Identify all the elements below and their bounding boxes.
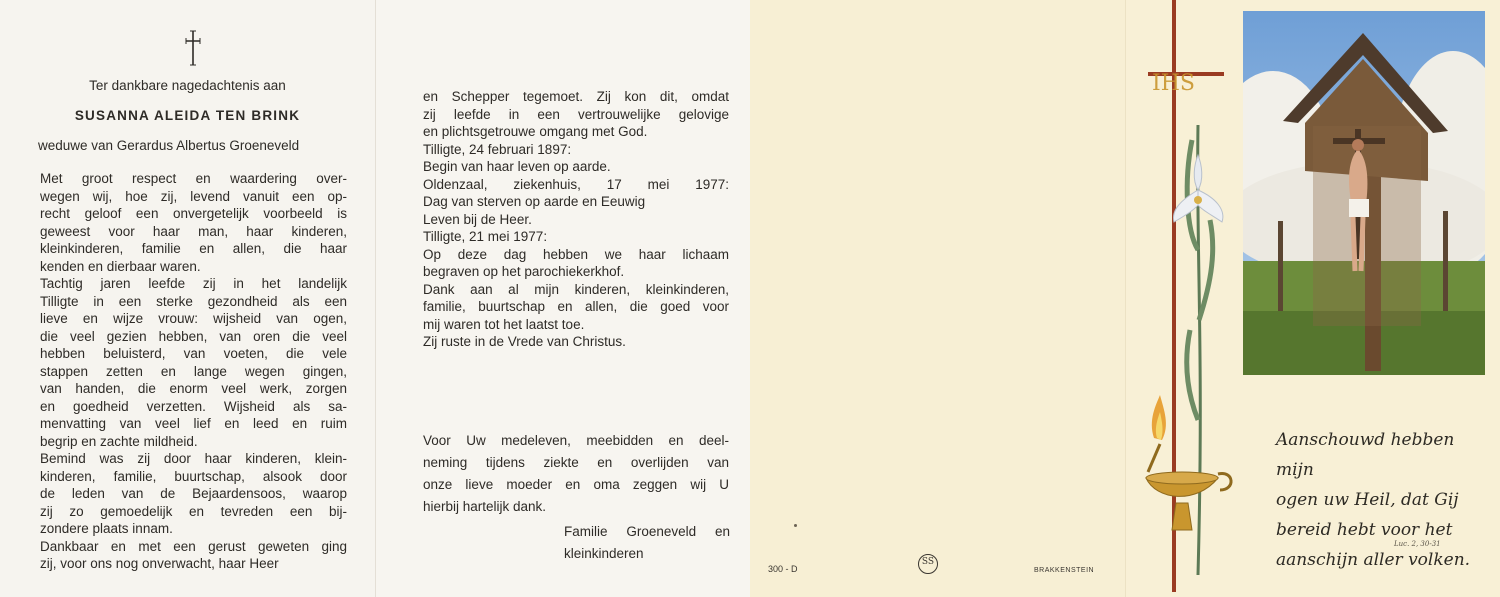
text-line: stappen zetten en lange wegen gingen, (40, 363, 347, 379)
text-line: Op deze dag hebben we haar lichaam (423, 246, 729, 262)
text-line: zondere plaats innam. (40, 521, 173, 536)
text-line: en Schepper tegemoet. Zij kon dit, omdat (423, 89, 729, 104)
text-line: Dag van sterven op aarde en Eeuwig (423, 194, 646, 209)
text-line: Dankbaar en met een gerust geweten ging (40, 538, 347, 554)
text-line: Met groot respect en waardering over- (40, 171, 347, 186)
text-line: Voor Uw medeleven, meebidden en deel- (423, 433, 729, 448)
text-line: hebben beluisterd, van voeten, die vele (40, 346, 347, 361)
text-line: Familie Groeneveld en (564, 524, 730, 539)
publisher-name: BRAKKENSTEIN (1034, 567, 1095, 574)
verse-line: bereid hebt voor het (1276, 520, 1453, 540)
verse-line: aanschijn aller volken. (1276, 550, 1471, 570)
ihs-monogram: IHS (1152, 71, 1195, 96)
text-line: begrip en zachte mildheid. (40, 433, 198, 449)
text-line: zij, voor ons nog onverwacht, haar Heer (40, 556, 279, 571)
publisher-logo-icon (918, 554, 938, 574)
text-line: Tachtig jaren leefde zij in het landelijk (40, 276, 347, 291)
text-line: en plichtsgetrouwe omgang met God. (423, 124, 648, 139)
text-line: recht geloof een onvergetelijk voorbeeld is (40, 206, 347, 221)
text-line: zij leefde in een vertrouwelijke gelovige (423, 106, 729, 122)
text-line: geweest voor haar man, haar kinderen, (40, 223, 347, 239)
memorial-text-part1 (40, 170, 347, 573)
text-line: neming tijdens ziekte en overlijden van (423, 455, 729, 470)
text-line: kleinkinderen, familie en allen, die haar (40, 241, 347, 256)
text-line: menvatting van veel lief en leed en ruim (40, 416, 347, 431)
text-line: wegen wij, hoe zij, levend vanuit een op- (40, 188, 347, 204)
bible-verse (1276, 425, 1476, 575)
panel-left (0, 0, 375, 597)
family-signature (564, 521, 730, 565)
text-line: Bemind was zij door haar kinderen, klein- (40, 451, 347, 466)
text-line: kinderen, familie, buurtschap, alsook door (40, 468, 347, 484)
text-line: Tilligte in een sterke gezondheid als een (40, 293, 347, 309)
text-line: Tilligte, 24 februari 1897: (423, 141, 572, 157)
lily-cross-illustration (1126, 0, 1256, 597)
text-line: kleinkinderen (564, 546, 644, 561)
text-line: zij zo gemoedelijk en tevreden een bij- (40, 503, 347, 519)
memorial-text-part2 (423, 88, 729, 351)
oil-lamp-icon (1146, 395, 1231, 530)
widow-line: weduwe van Gerardus Albertus Groeneveld (38, 138, 300, 153)
text-line: begraven op het parochiekerkhof. (423, 264, 625, 279)
verse-reference: Luc. 2, 30-31 (1394, 540, 1441, 548)
text-line: en goedheid verzetten. Wijsheid als sa- (40, 398, 347, 414)
text-line: Zij ruste in de Vrede van Christus. (423, 334, 626, 349)
text-line: Leven bij de Heer. (423, 211, 532, 227)
text-line: kenden en dierbaar waren. (40, 258, 201, 274)
deceased-name: SUSANNA ALEIDA TEN BRINK (74, 108, 301, 123)
verse-line: Aanschouwd hebben mijn (1276, 430, 1455, 480)
cross-icon (183, 30, 203, 66)
text-line: Begin van haar leven op aarde. (423, 159, 611, 174)
lily-leaf (1199, 220, 1213, 320)
text-line: Oldenzaal, ziekenhuis, 17 mei 1977: (423, 176, 729, 192)
publisher-logo-text: SS (921, 557, 935, 567)
text-line: hierbij hartelijk dank. (423, 499, 547, 514)
text-line: van handen, die enorm veel werk, zorgen (40, 381, 347, 396)
wayside-crucifix-photo (1243, 11, 1485, 375)
panel-middle (375, 0, 750, 597)
card-code: 300 - D (768, 564, 798, 574)
text-line: Dank aan al mijn kinderen, kleinkinderen, (423, 281, 729, 297)
text-line: lieve en wijze vrouw: wijsheid van ogen, (40, 311, 347, 326)
panel-front (1125, 0, 1500, 597)
text-line: onze lieve moeder en oma zeggen wij U (423, 477, 729, 492)
text-line: mij waren tot het laatst toe. (423, 316, 585, 332)
text-line: de leden van de Bejaardensoos, waarop (40, 486, 347, 501)
lily-leaf (1187, 330, 1198, 420)
text-line: Tilligte, 21 mei 1977: (423, 229, 548, 244)
dedication-line: Ter dankbare nagedachtenis aan (89, 78, 286, 93)
text-line: die veel gezien hebben, van oren die veel (40, 328, 347, 344)
text-line: familie, buurtschap en allen, die goed voor (423, 299, 729, 314)
speck-dot (794, 524, 797, 527)
verse-line: ogen uw Heil, dat Gij (1276, 490, 1459, 510)
thanks-text (423, 430, 729, 518)
panel-back (750, 0, 1125, 597)
